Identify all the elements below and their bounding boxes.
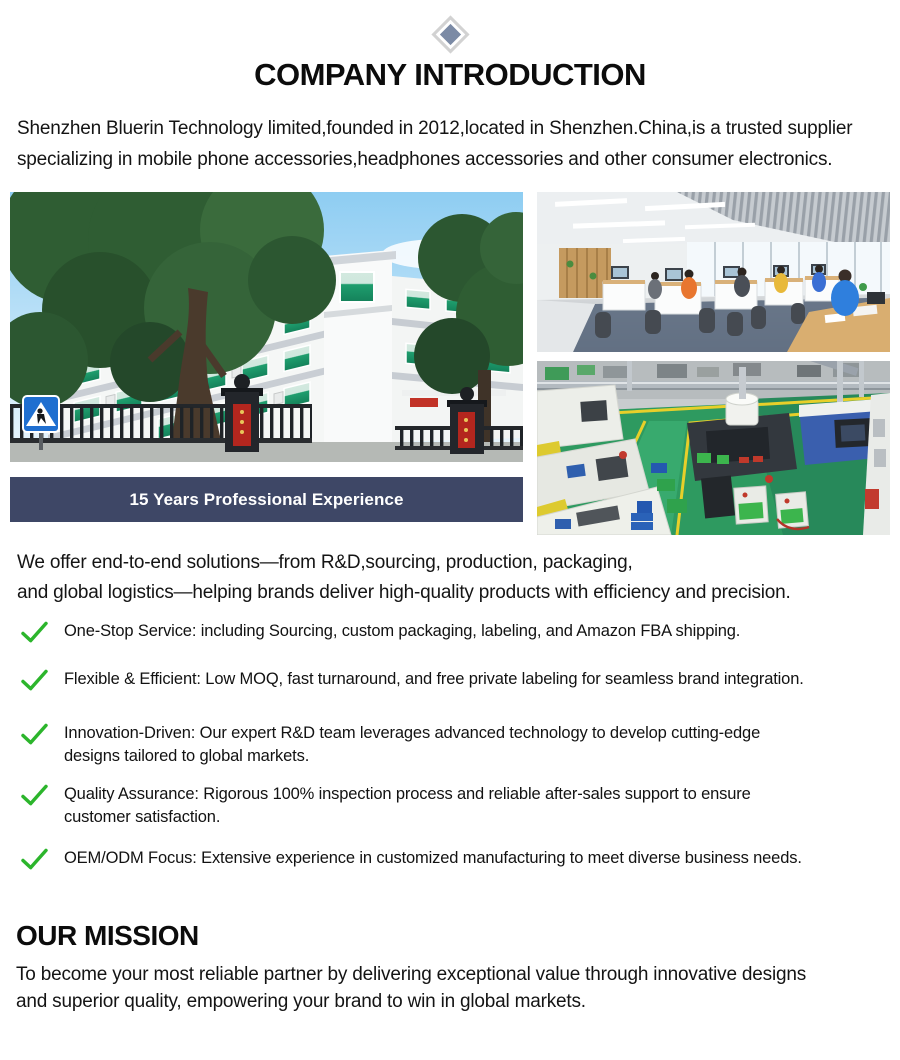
feature-text: Flexible & Efficient: Low MOQ, fast turnaround, and free private labeling for seamless brand integration. <box>64 670 804 688</box>
solutions-paragraph: We offer end-to-end solutions—from R&D,sourcing, production, packaging, and global logistics—helping brands deliver high-quality products with efficiency and precision. <box>17 552 791 603</box>
page-title: COMPANY INTRODUCTION <box>254 57 646 92</box>
feature-text: Innovation-Driven: Our expert R&D team leverages advanced technology to develop cutting-edge designs tailored to global markets. <box>64 724 761 765</box>
list-item <box>20 620 880 644</box>
check-icon <box>20 723 49 746</box>
list-item <box>20 722 880 768</box>
mission-title: OUR MISSION <box>16 920 199 951</box>
diamond-icon <box>435 20 465 50</box>
section-divider <box>0 24 900 45</box>
feature-list <box>20 620 880 871</box>
check-icon <box>20 621 49 644</box>
experience-banner <box>10 477 523 522</box>
list-item <box>20 668 880 692</box>
factory-workshop-photo <box>537 361 890 535</box>
office-photo <box>537 192 890 352</box>
feature-text: Quality Assurance: Rigorous 100% inspection process and reliable after-sales support to ensure customer satisfaction. <box>64 785 751 826</box>
list-item <box>20 847 880 871</box>
company-intro-paragraph: Shenzhen Bluerin Technology limited,founded in 2012,located in Shenzhen.China,is a trusted supplier specializing in mobile phone accessories,headphones accessories and other consumer electronics. <box>17 118 853 170</box>
list-item <box>20 783 880 829</box>
feature-text: OEM/ODM Focus: Extensive experience in customized manufacturing to meet diverse business needs. <box>64 849 802 867</box>
check-icon <box>20 848 49 871</box>
mission-paragraph: To become your most reliable partner by delivering exceptional value through innovative designs and superior quality, empowering your brand to win in global markets. <box>16 964 807 1012</box>
feature-text: One-Stop Service: including Sourcing, custom packaging, labeling, and Amazon FBA shipping. <box>64 622 741 640</box>
check-icon <box>20 669 49 692</box>
check-icon <box>20 784 49 807</box>
company-building-photo <box>10 192 523 462</box>
experience-banner-label: 15 Years Professional Experience <box>129 489 404 509</box>
